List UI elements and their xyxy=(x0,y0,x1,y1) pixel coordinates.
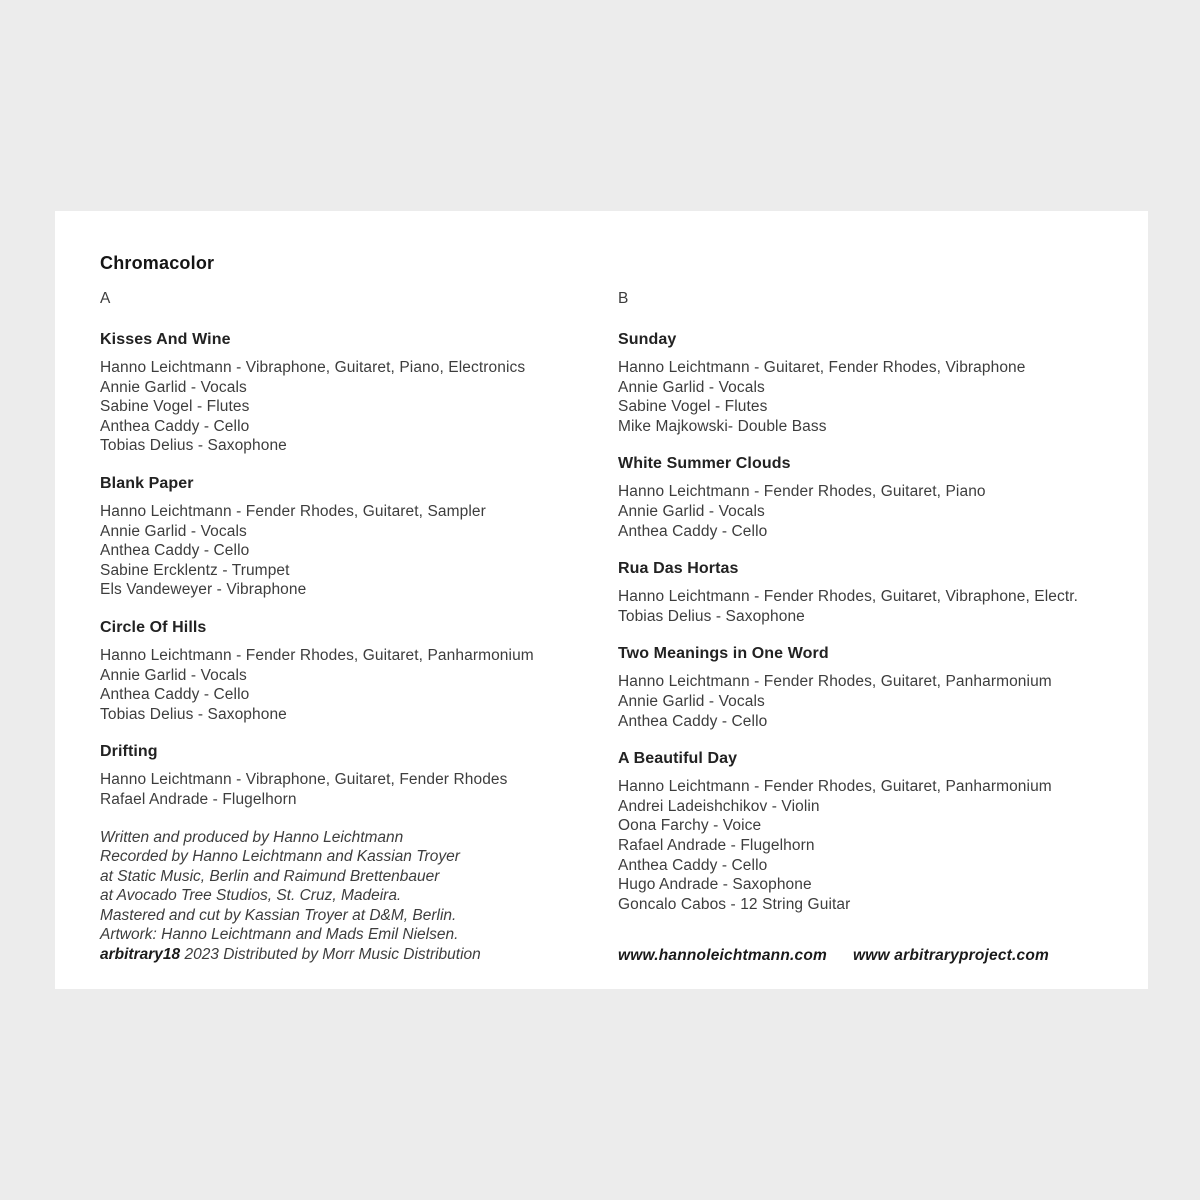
personnel-line: Rafael Andrade - Flugelhorn xyxy=(100,790,297,808)
personnel-line: Mike Majkowski- Double Bass xyxy=(618,417,827,435)
track-title: Two Meanings in One Word xyxy=(618,645,829,663)
album-title: Chromacolor xyxy=(100,253,215,273)
track-block xyxy=(618,330,1138,436)
personnel-line: Hanno Leichtmann - Vibraphone, Guitaret, Piano, Electronics xyxy=(100,359,526,376)
track-block xyxy=(100,474,620,600)
personnel-line: Anthea Caddy - Cello xyxy=(618,856,768,874)
website-hannoleichtmann: www.hannoleichtmann.com xyxy=(618,947,827,964)
credits-block xyxy=(100,828,620,965)
personnel-line: Annie Garlid - Vocals xyxy=(618,378,765,396)
track-block xyxy=(100,742,620,809)
track-block xyxy=(100,330,620,456)
track-title: Circle Of Hills xyxy=(100,618,207,636)
track-title: Sunday xyxy=(618,331,677,348)
personnel-line: Anthea Caddy - Cello xyxy=(100,417,250,435)
website-arbitraryproject: www arbitraryproject.com xyxy=(853,947,1050,964)
credit-line: Artwork: Hanno Leichtmann and Mads Emil Nielsen. xyxy=(100,926,459,944)
credit-line: Written and produced by Hanno Leichtmann xyxy=(100,828,404,846)
personnel-line: Tobias Delius - Saxophone xyxy=(100,705,287,723)
personnel-line: Anthea Caddy - Cello xyxy=(618,522,768,540)
personnel-line: Hanno Leichtmann - Fender Rhodes, Guitaret, Vibraphone, Electr. xyxy=(618,588,1079,606)
credit-line: at Static Music, Berlin and Raimund Brettenbauer xyxy=(100,867,440,885)
track-block xyxy=(100,618,620,724)
personnel-line: Hanno Leichtmann - Guitaret, Fender Rhodes, Vibraphone xyxy=(618,359,1026,376)
personnel-line: Annie Garlid - Vocals xyxy=(618,502,765,520)
personnel-line: Annie Garlid - Vocals xyxy=(100,522,247,540)
personnel-line: Tobias Delius - Saxophone xyxy=(618,607,805,625)
track-title: Drifting xyxy=(100,743,158,761)
personnel-line: Andrei Ladeishchikov - Violin xyxy=(618,797,820,815)
personnel-line: Sabine Vogel - Flutes xyxy=(618,398,768,416)
personnel-line: Hanno Leichtmann - Fender Rhodes, Guitaret, Piano xyxy=(618,483,986,501)
side-a-tracklist xyxy=(100,330,620,810)
label-line xyxy=(100,945,620,965)
personnel-line: Anthea Caddy - Cello xyxy=(100,542,250,560)
track-title: Kisses And Wine xyxy=(100,331,231,348)
personnel-line: Hanno Leichtmann - Vibraphone, Guitaret, Fender Rhodes xyxy=(100,771,508,789)
track-title: Blank Paper xyxy=(100,474,194,492)
personnel-line: Annie Garlid - Vocals xyxy=(618,692,765,710)
side-a-column xyxy=(100,291,620,965)
liner-notes-panel xyxy=(55,211,1148,989)
personnel-line: Hanno Leichtmann - Fender Rhodes, Guitaret, Panharmonium xyxy=(618,673,1052,691)
credit-line: at Avocado Tree Studios, St. Cruz, Madeira. xyxy=(100,887,402,905)
track-block xyxy=(618,454,1138,541)
personnel-line: Goncalo Cabos - 12 String Guitar xyxy=(618,895,851,913)
side-b-tracklist xyxy=(618,330,1138,914)
personnel-line: Sabine Vogel - Flutes xyxy=(100,398,250,416)
side-b-column xyxy=(618,291,1138,932)
credit-line: Recorded by Hanno Leichtmann and Kassian Troyer xyxy=(100,848,460,866)
personnel-line: Hanno Leichtmann - Fender Rhodes, Guitaret, Sampler xyxy=(100,502,486,520)
personnel-line: Oona Farchy - Voice xyxy=(618,817,762,835)
track-block xyxy=(618,749,1138,914)
track-block xyxy=(618,559,1138,626)
label-line-rest: 2023 Distributed by Morr Music Distribution xyxy=(180,946,481,964)
websites-row xyxy=(618,946,1049,966)
personnel-line: Annie Garlid - Vocals xyxy=(100,378,247,396)
track-title: Rua Das Hortas xyxy=(618,560,739,578)
side-a-label: A xyxy=(100,290,111,307)
track-title: A Beautiful Day xyxy=(618,750,738,768)
track-block xyxy=(618,644,1138,731)
personnel-line: Els Vandeweyer - Vibraphone xyxy=(100,581,307,599)
track-title: White Summer Clouds xyxy=(618,455,791,473)
personnel-line: Rafael Andrade - Flugelhorn xyxy=(618,836,815,854)
personnel-line: Hugo Andrade - Saxophone xyxy=(618,876,812,894)
personnel-line: Hanno Leichtmann - Fender Rhodes, Guitaret, Panharmonium xyxy=(618,778,1052,796)
personnel-line: Anthea Caddy - Cello xyxy=(100,686,250,704)
personnel-line: Anthea Caddy - Cello xyxy=(618,712,768,730)
personnel-line: Sabine Ercklentz - Trumpet xyxy=(100,561,290,579)
personnel-line: Hanno Leichtmann - Fender Rhodes, Guitaret, Panharmonium xyxy=(100,646,534,664)
personnel-line: Tobias Delius - Saxophone xyxy=(100,437,287,455)
credit-line: Mastered and cut by Kassian Troyer at D&M, Berlin. xyxy=(100,906,457,924)
label-name: arbitrary18 xyxy=(100,946,181,964)
side-b-label: B xyxy=(618,290,629,307)
personnel-line: Annie Garlid - Vocals xyxy=(100,666,247,684)
